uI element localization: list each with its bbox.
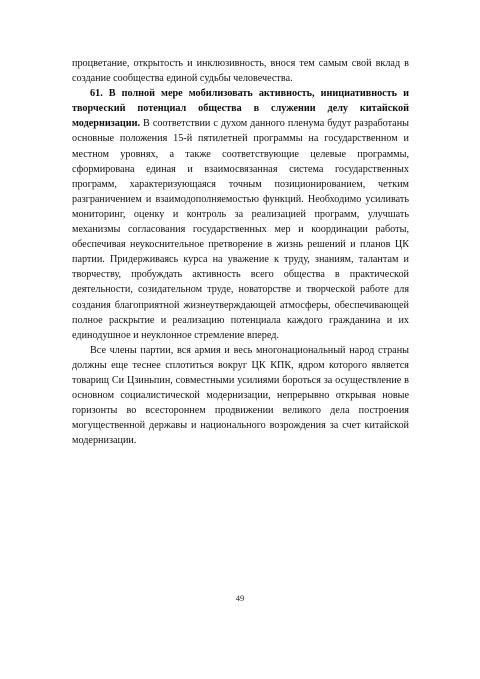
section-61-heading: 61. В полной мере мобилизовать активность, инициативность и творческий потенциал общества в служении делу китайской модернизации.	[72, 88, 409, 130]
closing-paragraph	[72, 343, 409, 449]
section-61-paragraph	[72, 86, 409, 343]
section-61-body: В соответствии с духом данного пленума будут разработаны основные положения 15-й пятилетней программы на государственном и местном уровнях, а также соответствующие целевые программы, сформирована единая и взаимосвязанная система государственных программ, характеризующаяся точным позиционированием, четким разграничением и взаимодополняемостью функций. Необходимо усиливать мониторинг, оценку и контроль за реализацией программ, улучшать механизмы согласования государственных мер и координации работы, обеспечивая неукоснительное претворение в жизнь решений и планов ЦК партии. Придерживаясь курса на уважение к труду, знаниям, талантам и творчеству, пробуждать активность всего общества в практической деятельности, созидательном труде, новаторстве и творческой работе для создания благоприятной жизнеутверждающей атмосферы, обеспечивающей полное раскрытие и реализацию потенциала каждого гражданина и их единодушное и неуклонное стремление вперед.	[72, 118, 409, 341]
continuation-text: процветание, открытость и инклюзивность, внося тем самым свой вклад в создание сообщества единой судьбы человечества.	[72, 58, 409, 85]
continuation-paragraph	[72, 56, 409, 86]
document-page	[72, 56, 409, 448]
closing-text: Все члены партии, вся армия и весь многонациональный народ страны должны еще теснее сплотиться вокруг ЦК КПК, ядром которого является товарищ Си Цзиньпин, совместными усилиями бороться за осуществление в основном социалистической модернизации, непрерывно открывая новые горизонты во всестороннем продвижении великого дела построения могущественной державы и национального возрождения за счет китайской модернизации.	[72, 344, 409, 447]
page-number: 49	[235, 593, 245, 603]
